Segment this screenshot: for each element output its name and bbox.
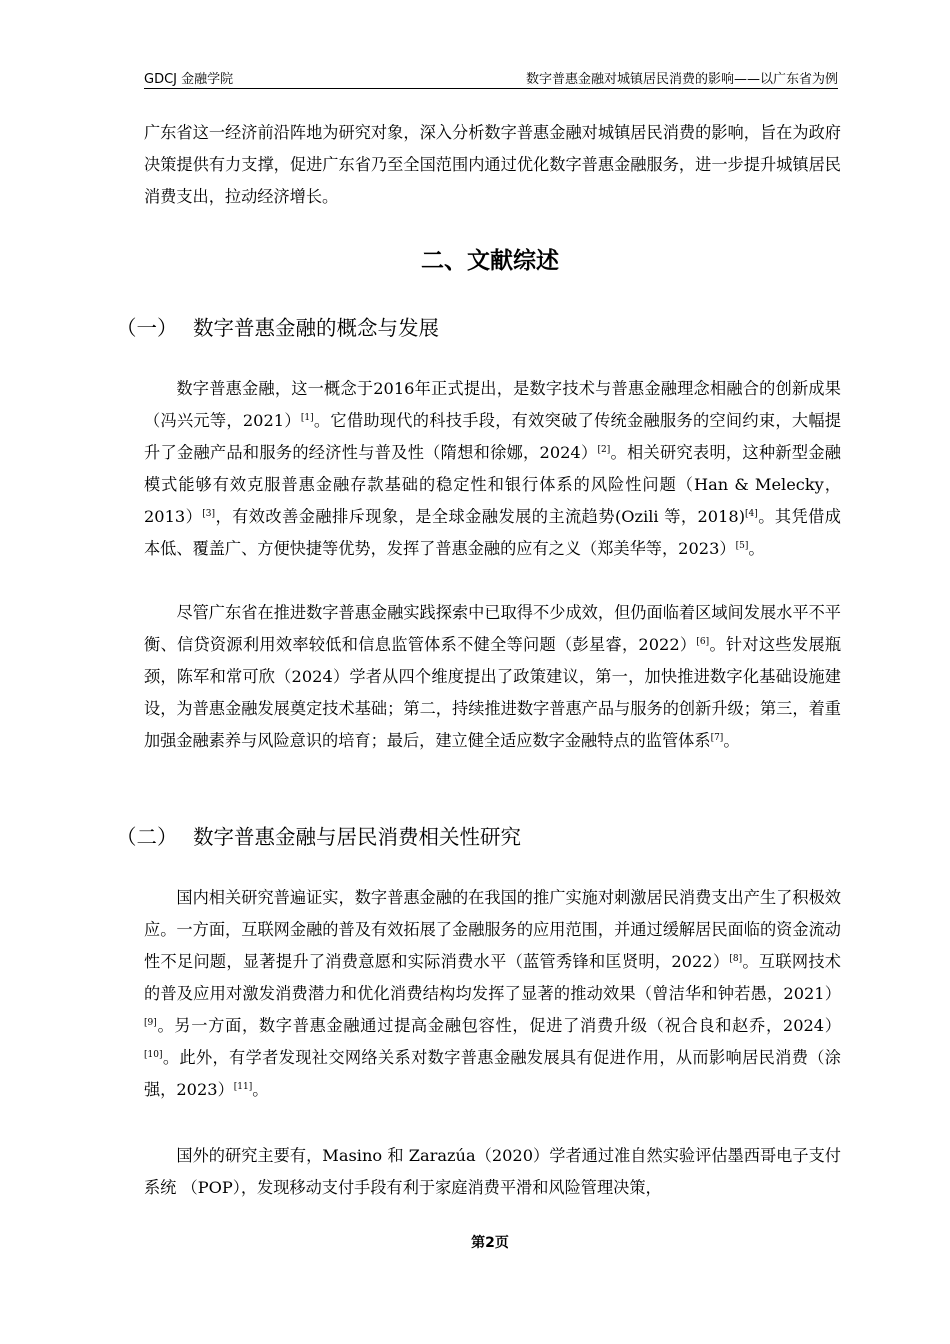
citation: [5] [735, 541, 749, 551]
text-span: 。 [748, 539, 765, 558]
text-span: 。另一方面，数字普惠金融通过提高金融包容性，促进了消费升级（祝合良和赵乔，2024） [156, 1016, 841, 1035]
text-span: 。此外，有学者发现社交网络关系对数字普惠金融发展具有促进作用，从而影响居民消费（涂强，2023） [144, 1048, 841, 1099]
text-span: 。 [252, 1080, 269, 1099]
citation: [3] [202, 509, 216, 519]
citation: [2] [597, 445, 611, 455]
paragraph-domestic-research [144, 882, 841, 1106]
paragraph-concept [144, 373, 841, 565]
text-span: 国内相关研究普遍证实，数字普惠金融的在我国的推广实施对刺激居民消费支出产生了积极效应。一方面，互联网金融的普及有效拓展了金融服务的应用范围，并通过缓解居民面临的资金流动性不足问题，显著提升了消费意愿和实际消费水平（蓝管秀锋和匡贤明，2022） [144, 888, 841, 971]
text-span: 。其凭借成本低、覆盖广、方便快捷等优势，发挥了普惠金融的应有之义（郑美华等，2023） [144, 507, 841, 558]
page-number: 第2页 [471, 1235, 509, 1251]
subsection-number: （二） [116, 825, 178, 849]
subsection-heading-1 [116, 311, 439, 341]
text-span: 。 [723, 731, 740, 750]
text-span: ，有效改善金融排斥现象，是全球金融发展的主流趋势(Ozili 等，2018) [215, 507, 746, 526]
subsection-title: 数字普惠金融的概念与发展 [193, 316, 439, 340]
text-span: 数字普惠金融，这一概念于2016年正式提出，是数字技术与普惠金融理念相融合的创新成果（冯兴元等，2021） [144, 379, 841, 430]
citation: [9] [144, 1018, 157, 1028]
subsection-title: 数字普惠金融与居民消费相关性研究 [193, 825, 521, 849]
intro-paragraph: 广东省这一经济前沿阵地为研究对象，深入分析数字普惠金融对城镇居民消费的影响，旨在为政府决策提供有力支撑，促进广东省乃至全国范围内通过优化数字普惠金融服务，进一步提升城镇居民消费支出，拉动经济增长。 [144, 123, 841, 206]
citation: [8] [729, 954, 743, 964]
citation: [6] [696, 637, 710, 647]
citation: [4] [745, 509, 758, 519]
paragraph-foreign-research: 国外的研究主要有，Masino 和 Zarazúa（2020）学者通过准自然实验评估墨西哥电子支付系统 （POP），发现移动支付手段有利于家庭消费平滑和风险管理决策， [144, 1146, 841, 1197]
citation: [11] [233, 1082, 253, 1092]
text-span: 。它借助现代的科技手段，有效突破了传统金融服务的空间约束，大幅提升了金融产品和服务的经济性与普及性（隋想和徐娜，2024） [144, 411, 841, 462]
section-title: 二、文献综述 [421, 248, 559, 274]
citation: [1] [300, 413, 314, 423]
text-span: 。相关研究表明，这种新型金融模式能够有效克服普惠金融存款基础的稳定性和银行体系的风险性问题（Han & Melecky，2013） [144, 443, 841, 526]
citation: [10] [144, 1050, 163, 1060]
text-span: 。互联网技术的普及应用对激发消费潜力和优化消费结构均发挥了显著的推动效果（曾洁华和钟若愚，2021） [144, 952, 841, 1003]
subsection-heading-2 [116, 820, 521, 850]
paragraph-development [144, 597, 841, 757]
header-right: 数字普惠金融对城镇居民消费的影响——以广东省为例 [525, 72, 838, 87]
subsection-number: （一） [116, 316, 178, 340]
citation: [7] [710, 733, 724, 743]
text-span: 尽管广东省在推进数字普惠金融实践探索中已取得不少成效，但仍面临着区域间发展水平不平衡、信贷资源利用效率较低和信息监管体系不健全等问题（彭星睿，2022） [144, 603, 841, 654]
page-header [144, 64, 838, 89]
header-left: GDCJ 金融学院 [144, 72, 234, 87]
text-span: 。针对这些发展瓶颈，陈军和常可欣（2024）学者从四个维度提出了政策建议，第一，加快推进数字化基础设施建设，为普惠金融发展奠定技术基础；第二，持续推进数字普惠产品与服务的创新升级；第三，着重加强金融素养与风险意识的培育；最后，建立健全适应数字金融特点的监管体系 [144, 635, 842, 750]
